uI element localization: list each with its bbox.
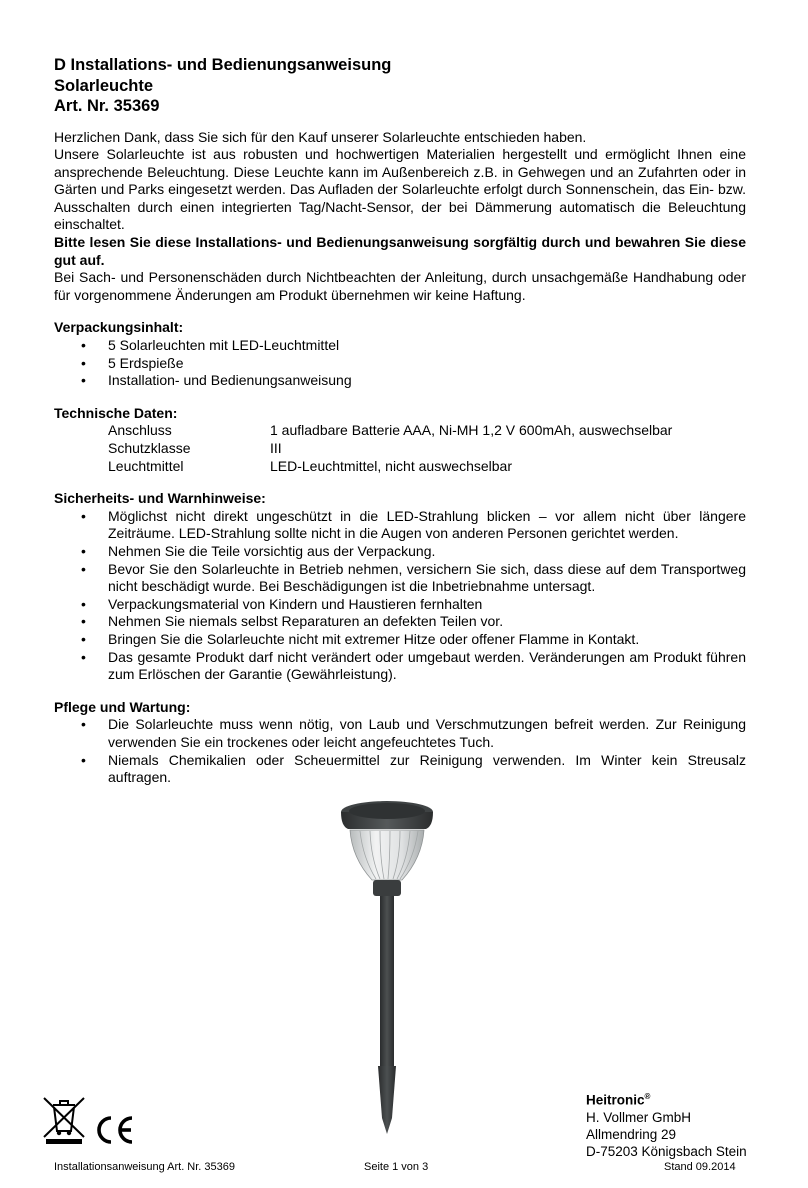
list-item: • Das gesamte Produkt darf nicht verändert oder umgebaut werden. Veränderungen am Produkt führen zum Erlöschen der Garantie (Gewährleistung). — [54, 649, 746, 684]
intro-thanks: Herzlichen Dank, dass Sie sich für den Kauf unserer Solarleuchte entschieden haben. — [54, 128, 587, 145]
list-item: • 5 Solarleuchten mit LED-Leuchtmittel — [54, 337, 746, 355]
tech-value: 1 aufladbare Batterie AAA, Ni-MH 1,2 V 600mAh, auswechselbar — [270, 422, 673, 439]
title-line-3: Art. Nr. 35369 — [54, 97, 160, 115]
tech-key: Schutzklasse — [108, 440, 191, 456]
weee-bin-icon — [40, 1095, 88, 1145]
solar-lamp-image — [300, 796, 475, 1136]
footer-page-number: Seite 1 von 3 — [364, 1161, 429, 1173]
title-line-1: D Installations- und Bedienungsanweisung — [54, 56, 392, 74]
company-brand: Heitronic — [586, 1092, 645, 1108]
tech-section — [54, 405, 746, 475]
tech-heading: Technische Daten: — [54, 404, 178, 421]
intro-liability: Bei Sach- und Personenschäden durch Nichtbeachten der Anleitung, durch unsachgemäße Handhabung oder für vorgenommene Änderungen am Produkt übernehmen wir keine Haftung. — [54, 269, 746, 303]
safety-section — [54, 490, 746, 684]
footer-doc: Installationsanweisung Art. Nr. 35369 — [54, 1161, 236, 1173]
ce-mark-icon — [94, 1114, 136, 1146]
solar-cell — [349, 803, 425, 819]
registered-mark: ® — [644, 1092, 651, 1101]
footer-date: Stand 09.2014 — [664, 1161, 736, 1173]
safety-heading: Sicherheits- und Warnhinweise: — [54, 490, 266, 507]
care-heading: Pflege und Wartung: — [54, 698, 191, 715]
care-list — [54, 716, 746, 786]
intro-description: Unsere Solarleuchte ist aus robusten und hochwertigen Materialien hergestellt und ermöglicht Ihnen eine ansprechende Beleuchtung. Diese Leuchte kann im Außenbereich z.B. in Gehwegen und an Zufahrten oder in Gärten und Parks eingesetzt werden. Das Aufladen der Solarleuchte erfolgt durch Sonnenschein, das Ein- bzw. Ausschalten durch einen integrierten Tag/Nacht-Sensor, der bei Dämmerung automatisch die Beleuchtung einschaltet. — [54, 146, 746, 233]
company-street: Allmendring 29 — [586, 1126, 677, 1142]
list-item: • Möglichst nicht direkt ungeschützt in die LED-Strahlung blicken – vor allem nicht über längere Zeiträume. LED-Strahlung sollte nicht in die Augen von anderen Personen gerichtet werden. — [54, 508, 746, 543]
care-section — [54, 699, 746, 787]
packaging-section — [54, 319, 746, 389]
list-item: • 5 Erdspieße — [54, 355, 746, 373]
tech-value: III — [270, 440, 282, 456]
lamp-pole — [380, 896, 394, 1066]
list-item: • Niemals Chemikalien oder Scheuermittel zur Reinigung verwenden. Im Winter kein Streusalz auftragen. — [54, 752, 746, 787]
list-item: • Nehmen Sie die Teile vorsichtig aus der Verpackung. — [54, 543, 746, 561]
document-title — [54, 55, 746, 117]
packaging-heading: Verpackungsinhalt: — [54, 319, 184, 336]
tech-row — [54, 422, 746, 440]
list-item: • Verpackungsmaterial von Kindern und Haustieren fernhalten — [54, 596, 746, 614]
company-city: D-75203 Königsbach Stein — [586, 1143, 747, 1159]
document-page — [54, 55, 746, 787]
list-item: • Installation- und Bedienungsanweisung — [54, 372, 746, 390]
tech-value: LED-Leuchtmittel, nicht auswechselbar — [270, 457, 513, 474]
packaging-list — [54, 337, 746, 390]
list-item: • Bevor Sie den Solarleuchte in Betrieb nehmen, versichern Sie sich, dass diese auf dem Transportweg nicht beschädigt wurde. Bei Beschädigungen ist die Inbetriebnahme untersagt. — [54, 561, 746, 596]
intro-read-notice: Bitte lesen Sie diese Installations- und Bedienungsanweisung sorgfältig durch und bewahren Sie diese gut auf. — [54, 234, 746, 268]
intro-section — [54, 129, 746, 305]
tech-row — [54, 458, 746, 476]
list-item: • Nehmen Sie niemals selbst Reparaturen an defekten Teilen vor. — [54, 613, 746, 631]
company-address — [586, 1088, 747, 1160]
safety-list — [54, 508, 746, 684]
list-item: • Die Solarleuchte muss wenn nötig, von Laub und Verschmutzungen befreit werden. Zur Reinigung verwenden Sie ein trockenes oder leicht angefeuchtetes Tuch. — [54, 716, 746, 751]
list-item: • Bringen Sie die Solarleuchte nicht mit extremer Hitze oder offener Flamme in Kontakt. — [54, 631, 746, 649]
title-line-2: Solarleuchte — [54, 76, 154, 95]
lamp-collar — [373, 880, 401, 896]
ground-stake — [378, 1066, 396, 1134]
tech-row — [54, 440, 746, 458]
company-brand-line — [586, 1088, 747, 1109]
tech-key: Anschluss — [108, 422, 172, 439]
company-name: H. Vollmer GmbH — [586, 1109, 692, 1125]
tech-key: Leuchtmittel — [108, 457, 184, 474]
